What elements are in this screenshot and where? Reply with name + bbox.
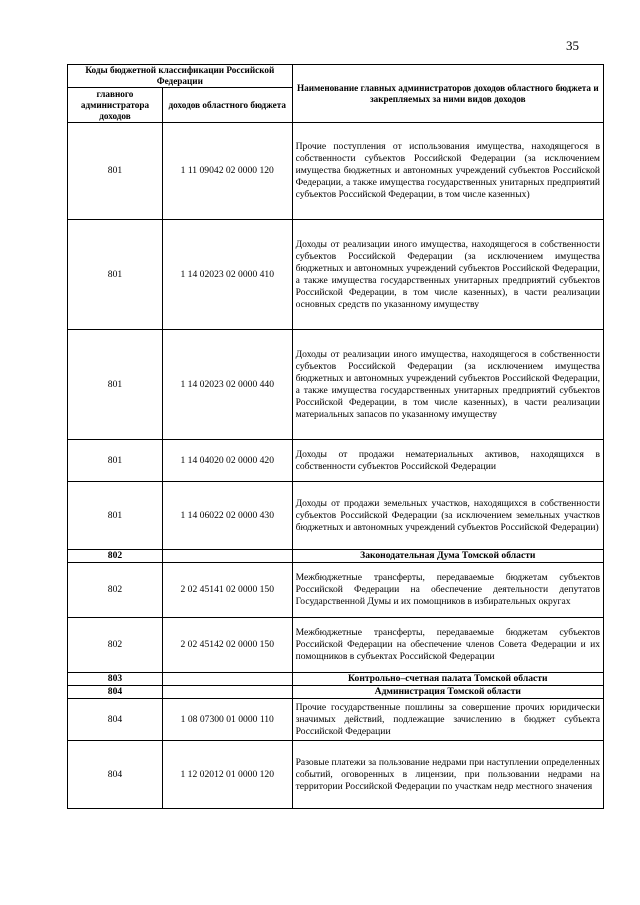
admin-code: 801 (68, 440, 163, 482)
income-code: 1 14 04020 02 0000 420 (162, 440, 292, 482)
name-column-header: Наименование главных администраторов доходов областного бюджета и закрепляемых за ними видов доходов (292, 65, 603, 123)
income-name: Доходы от реализации иного имущества, находящегося в собственности субъектов Российской Федерации (за исключением имущества бюджетных и автономных учреждений субъектов Российской Федерации, а также имущества государственных унитарных предприятий субъектов Российской Федерации, в том числе казенных), в части реализации материальных запасов по указанному имуществу (292, 330, 603, 440)
admin-code: 801 (68, 482, 163, 550)
section-title: Администрация Томской области (292, 686, 603, 699)
income-name: Межбюджетные трансферты, передаваемые бюджетам субъектов Российской Федерации на обеспечение деятельности депутатов Государственной Думы и их помощников в избирательных округах (292, 563, 603, 618)
table-row (68, 618, 604, 673)
section-code: 803 (68, 673, 163, 686)
section-code: 804 (68, 686, 163, 699)
income-name: Разовые платежи за пользование недрами при наступлении определенных событий, оговоренных в лицензии, при пользовании недрами на территории Российской Федерации по участкам недр местного значения (292, 741, 603, 809)
income-code: 1 14 02023 02 0000 440 (162, 330, 292, 440)
income-name: Доходы от продажи нематериальных активов, находящихся в собственности субъектов Российской Федерации (292, 440, 603, 482)
admin-code: 804 (68, 699, 163, 741)
section-code: 802 (68, 550, 163, 563)
income-name: Доходы от продажи земельных участков, находящихся в собственности субъектов Российской Федерации (за исключением земельных участков бюджетных и автономных учреждений субъектов Российской Федерации) (292, 482, 603, 550)
table-row (68, 741, 604, 809)
income-name: Прочие государственные пошлины за совершение прочих юридически значимых действий, подлежащие зачислению в бюджет субъекта Российской Федерации (292, 699, 603, 741)
page-number: 35 (566, 38, 579, 53)
admin-column-header: главного администратора доходов (68, 88, 163, 123)
income-code: 1 12 02012 01 0000 120 (162, 741, 292, 809)
income-name: Прочие поступления от использования имущества, находящегося в собственности субъектов Российской Федерации (за исключением имущества бюджетных и автономных учреждений субъектов Российской Федерации, а также имущества государственных унитарных предприятий субъектов Российской Федерации, в том числе казенных) (292, 123, 603, 220)
table-row (68, 699, 604, 741)
budget-classification-table (67, 64, 604, 809)
income-code: 2 02 45142 02 0000 150 (162, 618, 292, 673)
section-row (68, 673, 604, 686)
income-code: 1 08 07300 01 0000 110 (162, 699, 292, 741)
table-row (68, 220, 604, 330)
admin-code: 804 (68, 741, 163, 809)
income-column-header: доходов областного бюджета (162, 88, 292, 123)
admin-code: 802 (68, 563, 163, 618)
income-code: 1 11 09042 02 0000 120 (162, 123, 292, 220)
section-row (68, 550, 604, 563)
section-title: Контрольно–счетная палата Томской области (292, 673, 603, 686)
admin-code: 802 (68, 618, 163, 673)
table-row (68, 563, 604, 618)
table-row (68, 440, 604, 482)
admin-code: 801 (68, 220, 163, 330)
admin-code: 801 (68, 123, 163, 220)
table-row (68, 123, 604, 220)
section-row (68, 686, 604, 699)
table-row (68, 330, 604, 440)
section-title: Законодательная Дума Томской области (292, 550, 603, 563)
codes-group-header: Коды бюджетной классификации Российской Федерации (68, 65, 293, 88)
income-code: 1 14 02023 02 0000 410 (162, 220, 292, 330)
income-name: Межбюджетные трансферты, передаваемые бюджетам субъектов Российской Федерации на обеспечение членов Совета Федерации и их помощников в субъектах Российской Федерации (292, 618, 603, 673)
income-code: 2 02 45141 02 0000 150 (162, 563, 292, 618)
income-name: Доходы от реализации иного имущества, находящегося в собственности субъектов Российской Федерации (за исключением имущества бюджетных и автономных учреждений субъектов Российской Федерации, а также имущества государственных унитарных предприятий субъектов Российской Федерации, в том числе казенных), в части реализации основных средств по указанному имуществу (292, 220, 603, 330)
table-row (68, 482, 604, 550)
admin-code: 801 (68, 330, 163, 440)
income-code: 1 14 06022 02 0000 430 (162, 482, 292, 550)
